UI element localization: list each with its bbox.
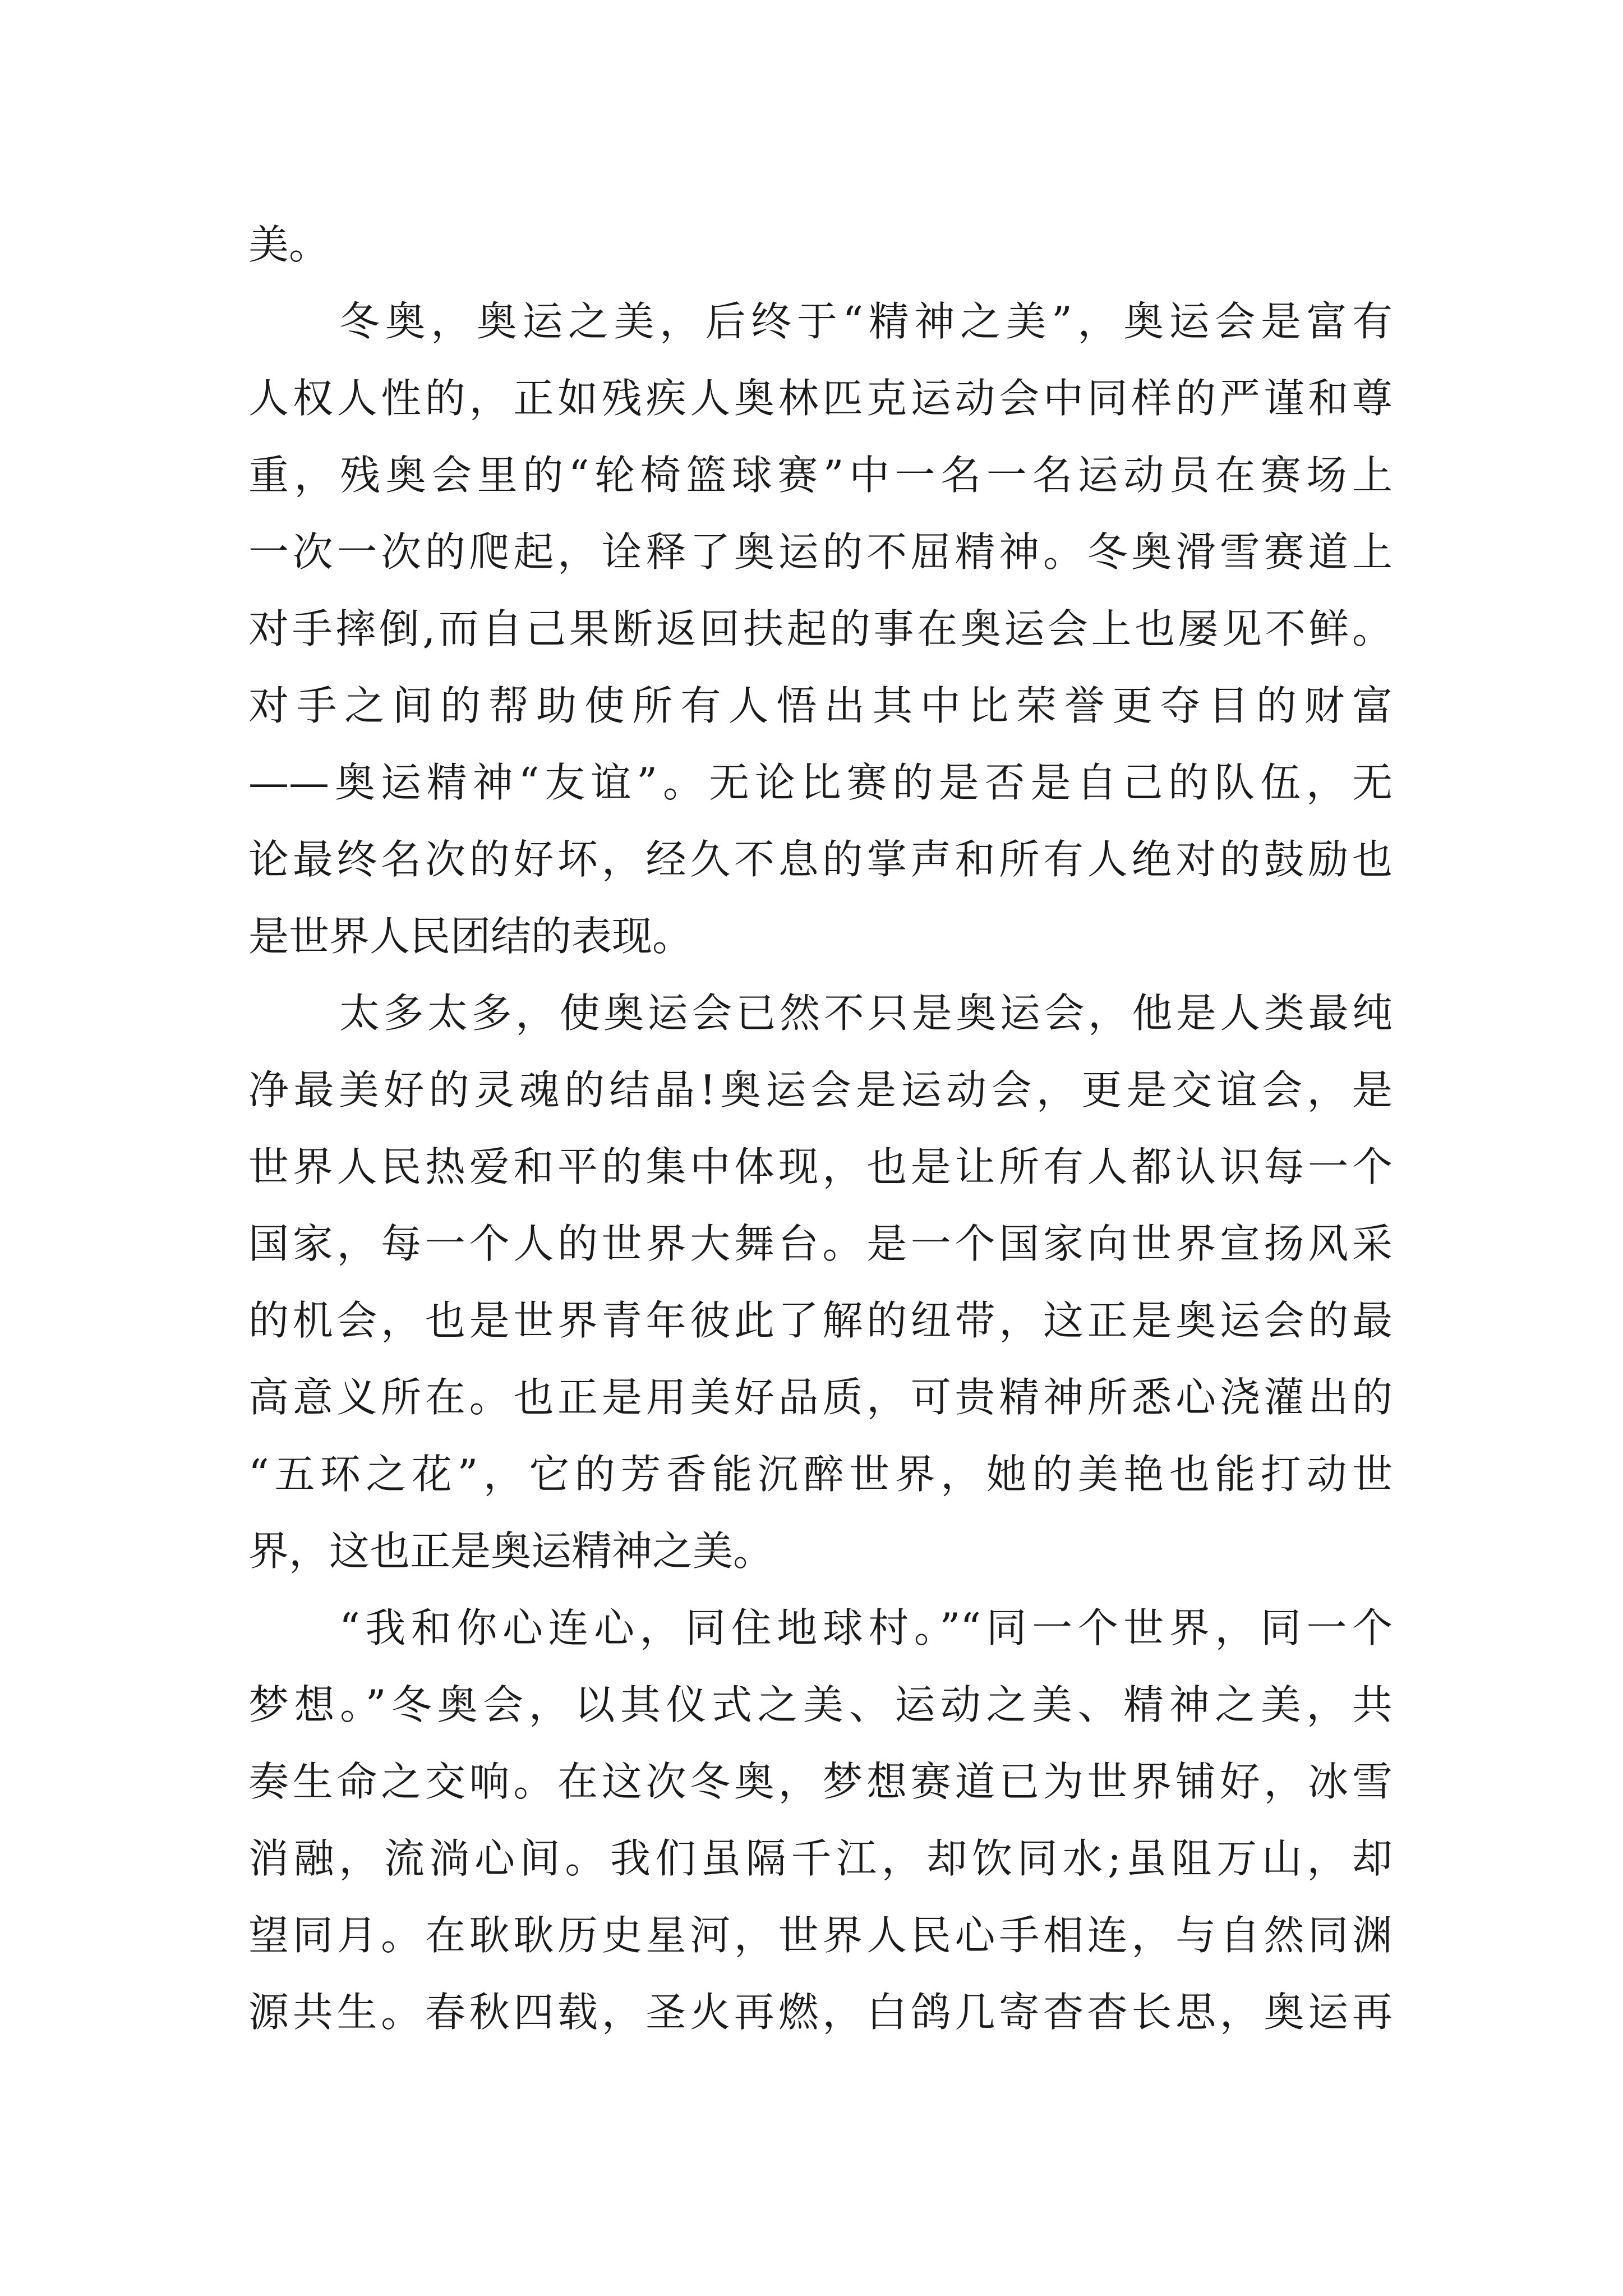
text-line: 一次一次的爬起，诠释了奥运的不屈精神。冬奥滑雪赛道上: [248, 528, 1393, 576]
text-line: “五环之花”，它的芳香能沉醉世界，她的美艳也能打动世: [248, 1451, 1393, 1498]
text-line: 源共生。春秋四载，圣火再燃，白鸽几寄杳杳长思，奥运再: [248, 1989, 1393, 2036]
text-line: 重，残奥会里的“轮椅篮球赛”中一名一名运动员在赛场上: [248, 452, 1393, 499]
text-line: 的机会，也是世界青年彼此了解的纽带，这正是奥运会的最: [248, 1297, 1393, 1344]
paragraph-first-line: “我和你心连心，同住地球村。”“同一个世界，同一个: [339, 1604, 1393, 1651]
document-body: [248, 206, 1393, 2051]
text-line: 论最终名次的好坏，经久不息的掌声和所有人绝对的鼓励也: [248, 836, 1393, 883]
paragraph-first-line: 太多太多，使奥运会已然不只是奥运会，他是人类最纯: [339, 990, 1393, 1037]
paragraph-first-line: 冬奥，奥运之美，后终于“精神之美”，奥运会是富有: [339, 298, 1393, 345]
text-line: 界，这也正是奥运精神之美。: [248, 1527, 774, 1575]
text-line: 奏生命之交响。在这次冬奥，梦想赛道已为世界铺好，冰雪: [248, 1758, 1393, 1805]
text-line: 是世界人民团结的表现。: [248, 913, 693, 960]
text-line: 净最美好的灵魂的结晶!奥运会是运动会，更是交谊会，是: [248, 1066, 1393, 1114]
text-line: 人权人性的，正如残疾人奥林匹克运动会中同样的严谨和尊: [248, 375, 1393, 422]
text-line: ——奥运精神“友谊”。无论比赛的是否是自己的队伍，无: [248, 759, 1393, 806]
text-line: 梦想。”冬奥会，以其仪式之美、运动之美、精神之美，共: [248, 1681, 1393, 1728]
text-line: 美。: [248, 221, 330, 268]
text-line: 望同月。在耿耿历史星河，世界人民心手相连，与自然同渊: [248, 1912, 1393, 1959]
text-line: 高意义所在。也正是用美好品质，可贵精神所悉心浇灌出的: [248, 1374, 1393, 1421]
text-line: 国家，每一个人的世界大舞台。是一个国家向世界宣扬风采: [248, 1220, 1393, 1267]
text-line: 对手摔倒,而自己果断返回扶起的事在奥运会上也屡见不鲜。: [248, 605, 1393, 652]
text-line: 对手之间的帮助使所有人悟出其中比荣誉更夺目的财富: [248, 682, 1393, 729]
text-line: 世界人民热爱和平的集中体现，也是让所有人都认识每一个: [248, 1143, 1393, 1190]
text-line: 消融，流淌心间。我们虽隔千江，却饮同水;虽阻万山，却: [248, 1835, 1393, 1882]
